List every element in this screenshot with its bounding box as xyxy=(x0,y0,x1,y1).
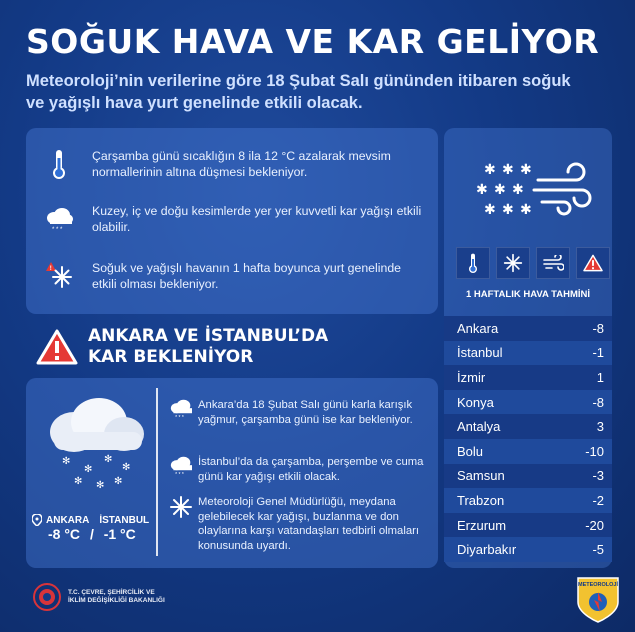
forecast-city: Samsun xyxy=(457,468,505,484)
forecast-value: -5 xyxy=(592,542,604,558)
svg-text:✱: ✱ xyxy=(484,201,496,217)
svg-text:* * *: * * * xyxy=(175,472,184,477)
svg-text:✻: ✻ xyxy=(114,476,123,487)
city-info-item xyxy=(164,398,434,427)
forecast-city: İzmir xyxy=(457,369,486,385)
city-info-item xyxy=(164,495,434,553)
forecast-table xyxy=(444,316,612,562)
svg-text:✻: ✻ xyxy=(96,480,105,491)
page-subtitle: Meteoroloji’nin verilerine göre 18 Şubat Salı gününden itibaren soğuk ve yağışlı hava yurt genelinde etkili olacak. xyxy=(26,72,571,112)
forecast-city: Konya xyxy=(457,394,494,410)
forecast-icon-box xyxy=(536,247,570,279)
wind-icon xyxy=(542,255,564,271)
meteoroloji-logo-text: METEOROLOJİ xyxy=(577,582,619,588)
city-label-2: İSTANBUL xyxy=(99,514,150,526)
svg-text:✱: ✱ xyxy=(512,181,524,197)
forecast-value: -1 xyxy=(592,345,604,361)
snow-wind-illustration xyxy=(472,158,596,222)
warning-line-2: KAR BEKLENİYOR xyxy=(88,347,254,367)
forecast-city: İstanbul xyxy=(457,345,503,361)
city-info-text: Ankara’da 18 Şubat Salı günü karla karışık yağmur, çarşamba günü ise kar bekleniyor. xyxy=(198,399,413,426)
snowflake-icon xyxy=(503,253,523,273)
table-row xyxy=(444,365,612,390)
meteoroloji-logo xyxy=(576,576,620,624)
warning-line-1: ANKARA VE İSTANBUL’DA xyxy=(88,326,329,346)
city-temp-1: -8 °C xyxy=(48,526,81,542)
forecast-icon-box xyxy=(496,247,530,279)
forecast-value: 3 xyxy=(596,419,604,435)
warning-triangle-icon xyxy=(36,329,78,365)
forecast-city: Antalya xyxy=(457,419,501,435)
table-row xyxy=(444,414,612,439)
thermometer-icon xyxy=(50,148,68,180)
svg-text:✻: ✻ xyxy=(84,464,93,475)
table-row xyxy=(444,488,612,513)
table-row xyxy=(444,537,612,562)
city-info-item xyxy=(164,455,434,484)
warning-triangle-icon xyxy=(583,254,603,272)
table-row xyxy=(444,390,612,415)
snowflake-icon xyxy=(169,495,193,519)
forecast-value: -20 xyxy=(585,517,604,533)
location-pin-icon xyxy=(32,514,42,526)
svg-text:✱: ✱ xyxy=(476,181,488,197)
svg-text:✻: ✻ xyxy=(74,476,83,487)
city-info-text: Meteoroloji Genel Müdürlüğü, meydana gelebilecek kar yağışı, buzlanma ve don olaylarına karşı vatandaşları tedbirli olmaları konusunda uyardı. xyxy=(198,496,420,552)
city-info-text: İstanbul’da da çarşamba, perşembe ve cuma günü kar yağışı etkili olacak. xyxy=(198,456,424,483)
warning-headline xyxy=(36,326,328,368)
info-text: Kuzey, iç ve doğu kesimlerde yer yer kuvvetli kar yağışı etkili olabilir. xyxy=(92,204,422,234)
svg-text:* * *: * * * xyxy=(52,227,63,232)
info-item-snow xyxy=(26,203,438,235)
city-label-1: ANKARA xyxy=(46,514,90,526)
page-title: SOĞUK HAVA VE KAR GELİYOR xyxy=(26,22,600,61)
svg-text:✻: ✻ xyxy=(62,456,71,467)
forecast-value: -3 xyxy=(592,468,604,484)
city-temp-labels xyxy=(32,514,149,526)
forecast-icon-box xyxy=(456,247,490,279)
info-text: Soğuk ve yağışlı havanın 1 hafta boyunca yurt genelinde etkili olması bekleniyor. xyxy=(92,261,402,291)
ministry-line-1: T.C. ÇEVRE, ŞEHİRCİLİK VE xyxy=(68,589,155,596)
table-row xyxy=(444,316,612,341)
ministry-line-2: İKLİM DEĞİŞİKLİĞİ BAKANLIĞI xyxy=(68,597,165,604)
svg-text:!: ! xyxy=(49,266,52,272)
table-row xyxy=(444,464,612,489)
forecast-value: -10 xyxy=(585,443,604,459)
snow-cloud-icon xyxy=(168,455,194,477)
forecast-title: 1 HAFTALIK HAVA TAHMİNİ xyxy=(465,289,590,300)
ministry-emblem-icon xyxy=(32,582,62,612)
snowflake-warning-icon xyxy=(42,261,76,291)
svg-text:✱: ✱ xyxy=(520,201,532,217)
svg-text:✱: ✱ xyxy=(520,161,532,177)
forecast-city: Diyarbakır xyxy=(457,542,517,558)
svg-text:✱: ✱ xyxy=(484,161,496,177)
snow-cloud-icon xyxy=(44,206,74,232)
svg-text:✱: ✱ xyxy=(502,161,514,177)
forecast-city: Ankara xyxy=(457,320,499,336)
table-row xyxy=(444,439,612,464)
forecast-value: -8 xyxy=(592,320,604,336)
thermometer-icon xyxy=(467,252,479,274)
ministry-logo xyxy=(32,582,188,612)
divider xyxy=(156,388,158,556)
svg-text:✱: ✱ xyxy=(494,181,506,197)
forecast-value: -8 xyxy=(592,394,604,410)
svg-text:✻: ✻ xyxy=(104,454,113,465)
svg-text:* * *: * * * xyxy=(175,415,184,420)
table-row xyxy=(444,513,612,538)
forecast-value: 1 xyxy=(596,369,604,385)
info-text: Çarşamba günü sıcaklığın 8 ila 12 °C azalarak mevsim normallerinin altına düşmesi bekleniyor. xyxy=(92,149,391,179)
info-item-duration xyxy=(26,260,438,292)
table-row xyxy=(444,341,612,366)
snow-cloud-illustration xyxy=(34,392,154,492)
svg-text:✱: ✱ xyxy=(502,201,514,217)
info-item-temperature xyxy=(26,148,438,180)
svg-text:✻: ✻ xyxy=(122,462,131,473)
forecast-value: -2 xyxy=(592,492,604,508)
city-temp-2: -1 °C xyxy=(103,526,136,542)
forecast-city: Erzurum xyxy=(457,517,507,533)
city-temps xyxy=(48,526,136,542)
snow-cloud-icon xyxy=(168,398,194,420)
forecast-icon-row xyxy=(456,247,610,279)
forecast-icon-box xyxy=(576,247,610,279)
temp-separator: / xyxy=(89,526,94,542)
forecast-city: Trabzon xyxy=(457,492,505,508)
forecast-city: Bolu xyxy=(457,443,484,459)
